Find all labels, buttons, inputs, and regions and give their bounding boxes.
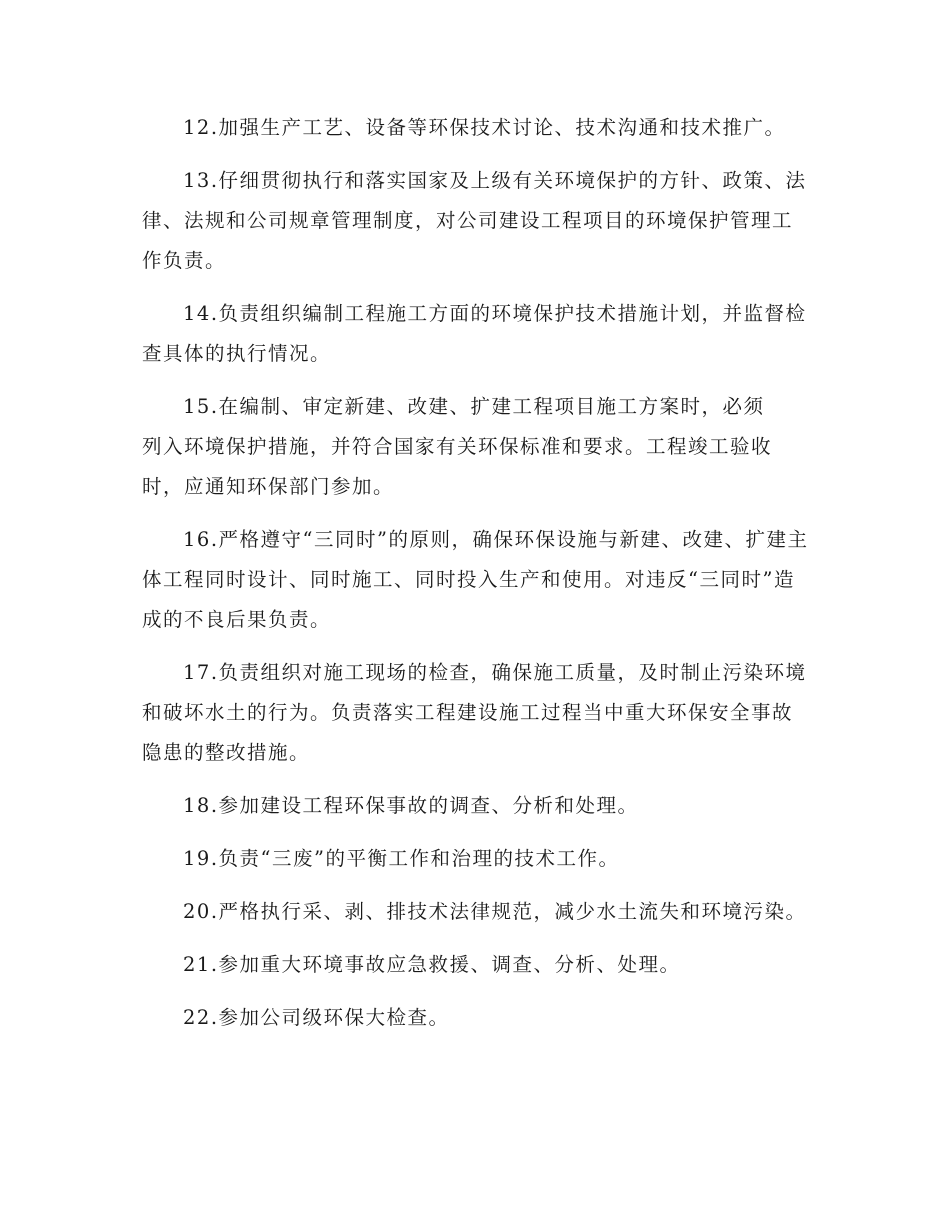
paragraph-21: 21.参加重大环境事故应急救援、调查、分析、处理。	[183, 953, 681, 976]
paragraph-17: 17.负责组织对施工现场的检查，确保施工质量，及时制止污染环境和破坏水土的行为。负责落实工程建设施工过程当中重大环保安全事故隐患的整改措施。	[142, 661, 807, 764]
document-body	[142, 108, 810, 1051]
paragraph-16: 16.严格遵守“三同时”的原则，确保环保设施与新建、改建、扩建主体工程同时设计、同时施工、同时投入生产和使用。对违反“三同时”造成的不良后果负责。	[142, 528, 809, 631]
paragraph-15: 15.在编制、审定新建、改建、扩建工程项目施工方案时，必须列入环境保护措施，并符合国家有关环保标准和要求。工程竣工验收时，应通知环保部门参加。	[142, 395, 773, 498]
paragraph-19: 19.负责“三废”的平衡工作和治理的技术工作。	[183, 847, 620, 870]
paragraph-22: 22.参加公司级环保大检查。	[183, 1006, 450, 1029]
paragraph-18: 18.参加建设工程环保事故的调查、分析和处理。	[183, 794, 639, 817]
paragraph-20: 20.严格执行采、剥、排技术法律规范，减少水土流失和环境污染。	[183, 900, 807, 923]
paragraph-12: 12.加强生产工艺、设备等环保技术讨论、技术沟通和技术推广。	[183, 116, 786, 139]
paragraph-13: 13.仔细贯彻执行和落实国家及上级有关环境保护的方针、政策、法律、法规和公司规章管理制度，对公司建设工程项目的环境保护管理工作负责。	[142, 169, 807, 272]
paragraph-14: 14.负责组织编制工程施工方面的环境保护技术措施计划，并监督检查具体的执行情况。	[142, 302, 807, 365]
